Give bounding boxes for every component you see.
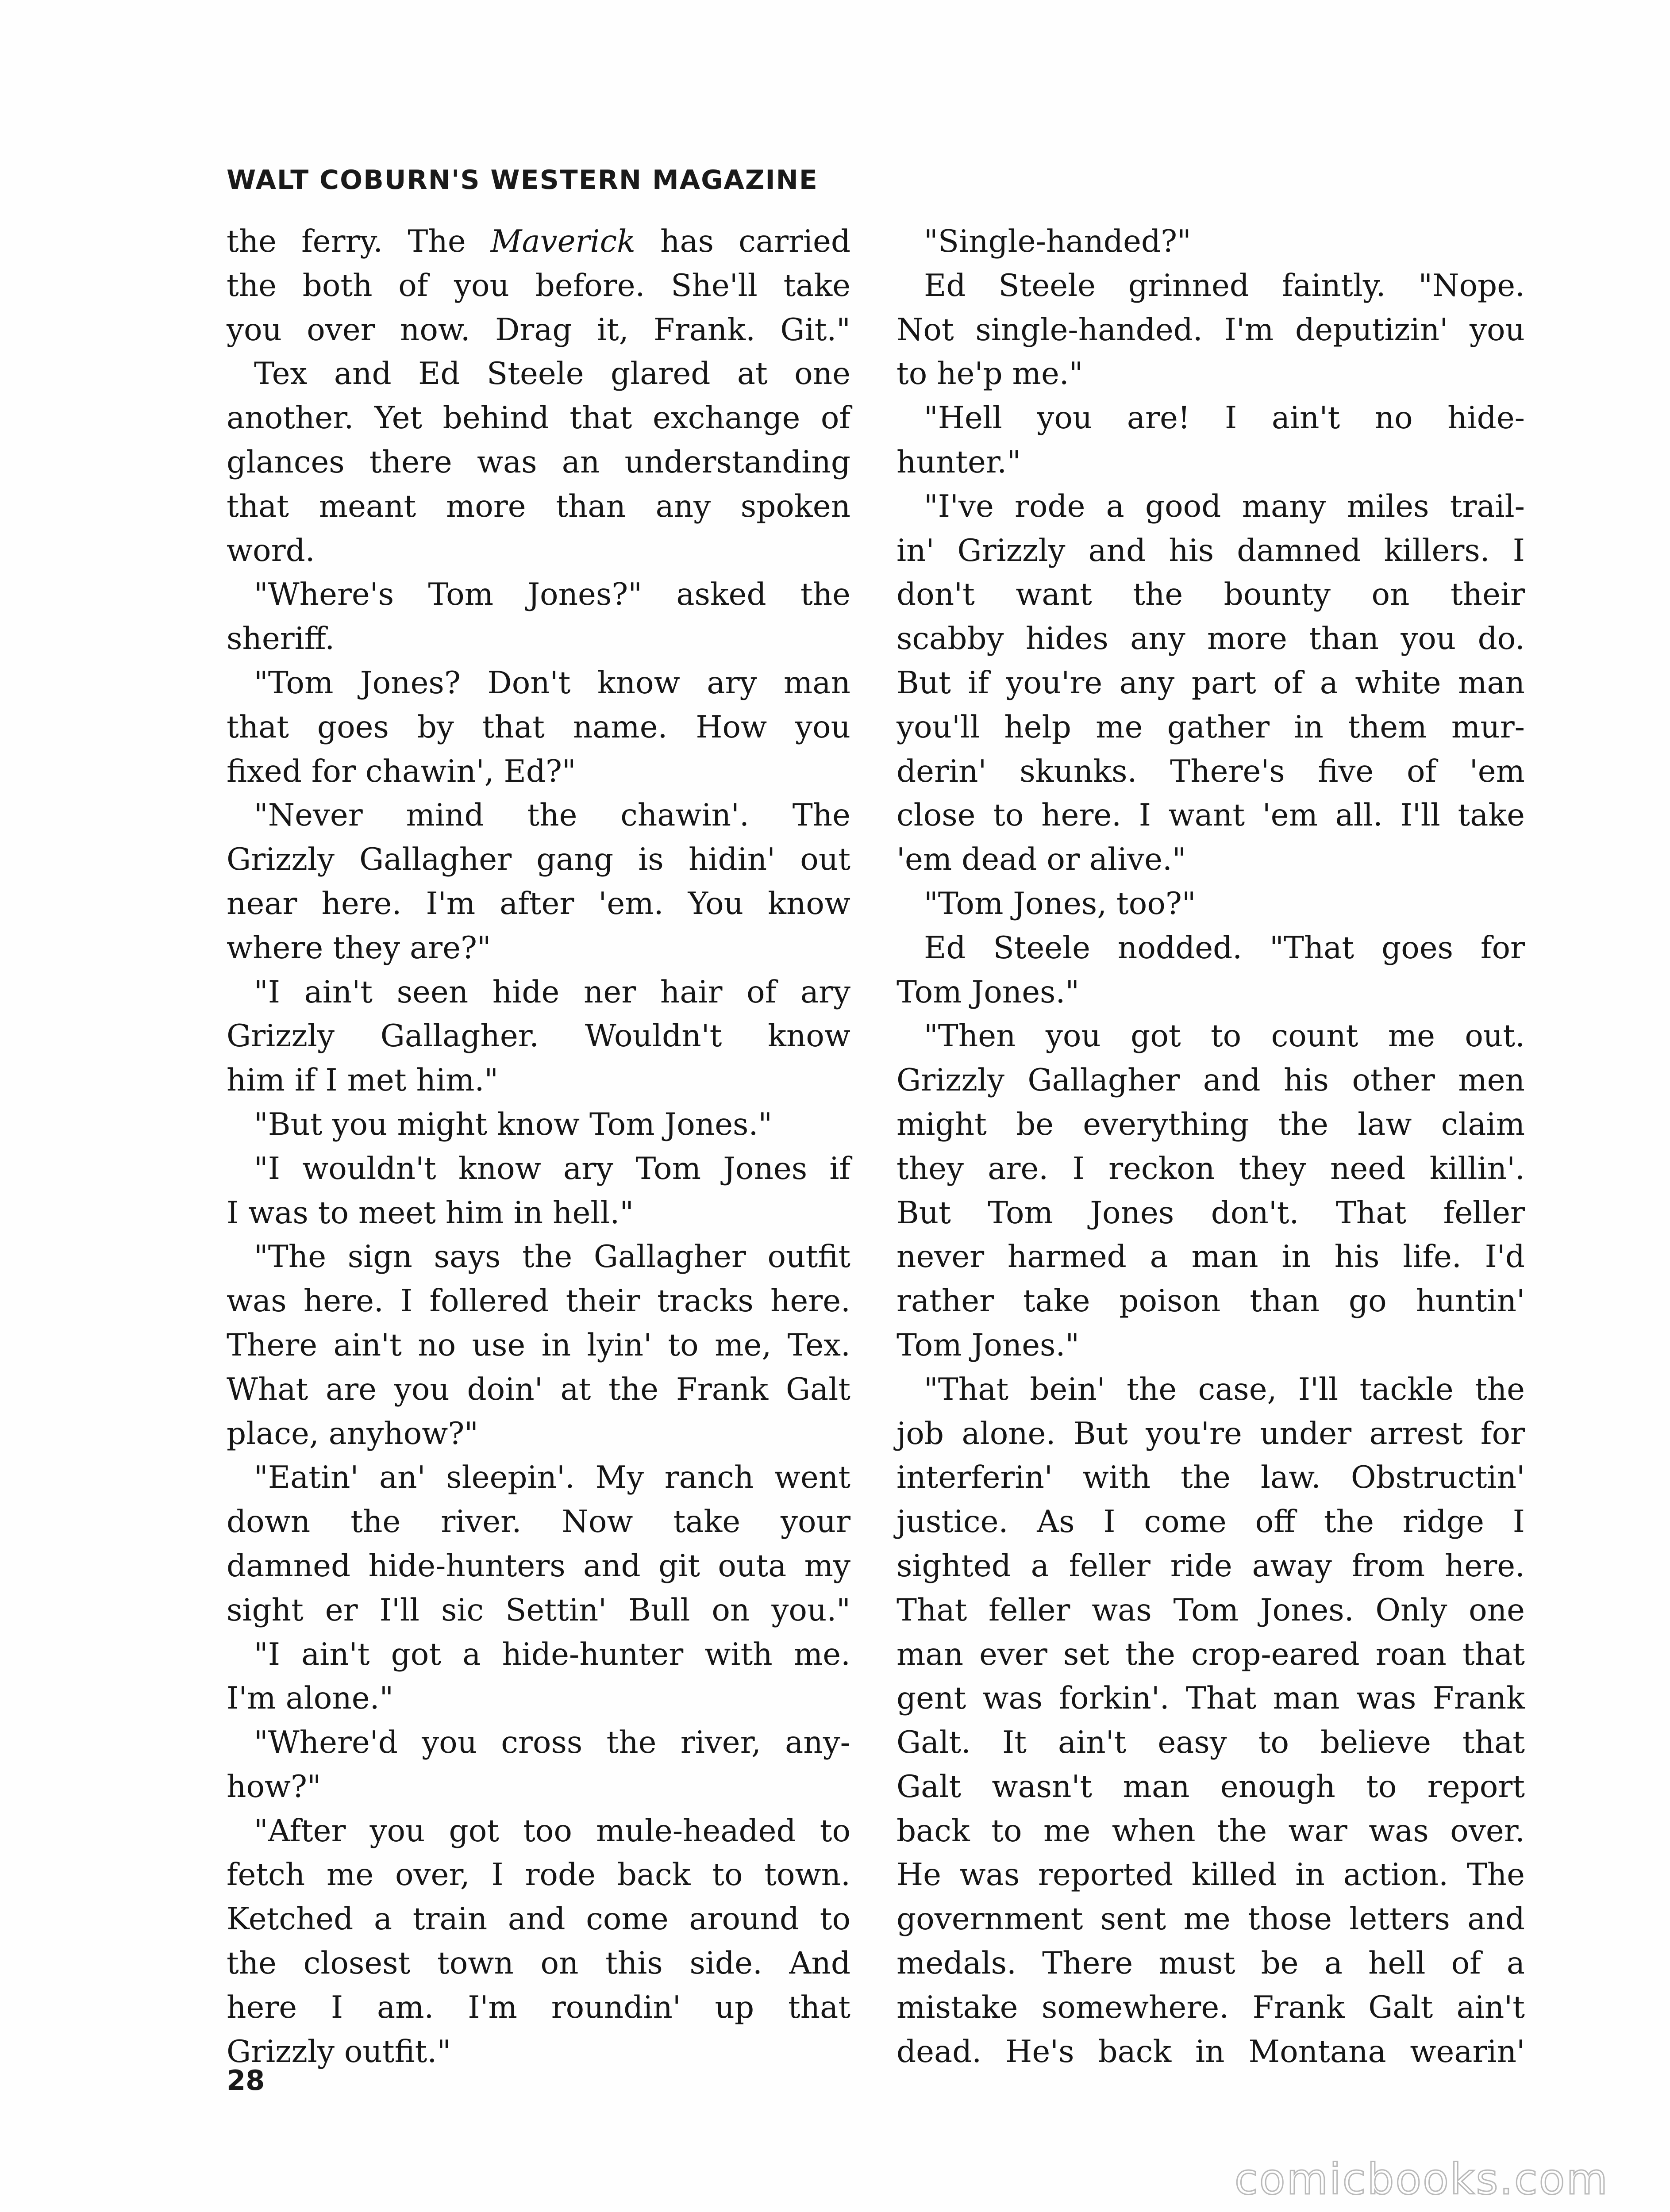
text-line: Galt. It ain't easy to believe that bbox=[897, 1725, 1525, 1761]
text-line: But if you're any part of a white man bbox=[897, 665, 1525, 701]
text-line: "I've rode a good many miles trail- bbox=[924, 488, 1525, 524]
text-line: that goes by that name. How you bbox=[227, 709, 850, 745]
text-line: "But you might know Tom Jones." bbox=[254, 1106, 773, 1142]
text-line: "Single-handed?" bbox=[924, 224, 1191, 259]
text-line: might be everything the law claim bbox=[897, 1106, 1525, 1142]
text-line: glances there was an understanding bbox=[227, 444, 850, 480]
right-text-column bbox=[897, 220, 1525, 2074]
text-line: Ed Steele nodded. "That goes for bbox=[924, 930, 1525, 966]
text-line: Grizzly Gallagher gang is hidin' out bbox=[227, 842, 850, 878]
text-line: here I am. I'm roundin' up that bbox=[227, 1989, 850, 2025]
text-line: Grizzly Gallagher and his other men bbox=[897, 1063, 1525, 1098]
text-line: "I wouldn't know ary Tom Jones if bbox=[254, 1151, 850, 1187]
text-line: another. Yet behind that exchange of bbox=[227, 400, 850, 436]
text-line: to he'p me." bbox=[897, 356, 1083, 392]
text-line: "Hell you are! I ain't no hide- bbox=[924, 400, 1525, 436]
page-number: 28 bbox=[227, 2064, 265, 2097]
text-line: how?" bbox=[227, 1769, 321, 1805]
text-line: Galt wasn't man enough to report bbox=[897, 1769, 1525, 1805]
text-line: the both of you before. She'll take bbox=[227, 268, 850, 303]
text-line: never harmed a man in his life. I'd bbox=[897, 1239, 1525, 1275]
text-line: But Tom Jones don't. That feller bbox=[897, 1195, 1525, 1231]
text-line: Ed Steele grinned faintly. "Nope. bbox=[924, 268, 1525, 303]
text-line: rather take poison than go huntin' bbox=[897, 1283, 1525, 1319]
text-line: Ketched a train and come around to bbox=[227, 1901, 850, 1937]
text-line: "Never mind the chawin'. The bbox=[254, 798, 850, 833]
watermark-logo: comicbooks.com bbox=[1235, 2154, 1609, 2204]
text-line: Grizzly Gallagher. Wouldn't know bbox=[227, 1018, 850, 1054]
text-line: gent was forkin'. That man was Frank bbox=[897, 1681, 1525, 1717]
text-line: interferin' with the law. Obstructin' bbox=[897, 1460, 1525, 1496]
text-line: down the river. Now take your bbox=[227, 1504, 850, 1540]
text-line: sight er I'll sic Settin' Bull on you." bbox=[227, 1592, 850, 1628]
text-line: you'll help me gather in them mur- bbox=[897, 709, 1525, 745]
text-line: fixed for chawin', Ed?" bbox=[227, 753, 576, 789]
text-line: "Then you got to count me out. bbox=[924, 1018, 1525, 1054]
text-line: Not single-handed. I'm deputizin' you bbox=[897, 312, 1525, 348]
text-line: Tom Jones." bbox=[897, 1327, 1080, 1363]
text-line: damned hide-hunters and git outa my bbox=[227, 1548, 850, 1584]
text-line: fetch me over, I rode back to town. bbox=[227, 1857, 850, 1893]
text-line: medals. There must be a hell of a bbox=[897, 1946, 1525, 1982]
text-line: "Tom Jones, too?" bbox=[924, 886, 1196, 922]
text-line: was here. I follered their tracks here. bbox=[227, 1283, 850, 1319]
text-line: sheriff. bbox=[227, 621, 335, 657]
text-line: you over now. Drag it, Frank. Git." bbox=[227, 312, 850, 348]
text-line: in' Grizzly and his damned killers. I bbox=[897, 533, 1525, 568]
text-line: dead. He's back in Montana wearin' bbox=[897, 2034, 1525, 2070]
text-line: Grizzly outfit." bbox=[227, 2034, 451, 2070]
text-line: the closest town on this side. And bbox=[227, 1946, 850, 1982]
text-line: the ferry. The Maverick has carried bbox=[227, 224, 850, 259]
text-line: 'em dead or alive." bbox=[897, 842, 1186, 878]
text-line: close to here. I want 'em all. I'll take bbox=[897, 798, 1525, 833]
text-line: derin' skunks. There's five of 'em bbox=[897, 753, 1525, 789]
text-line: "Where's Tom Jones?" asked the bbox=[254, 577, 850, 613]
text-line: don't want the bounty on their bbox=[897, 577, 1525, 613]
text-line: place, anyhow?" bbox=[227, 1416, 479, 1452]
text-line: justice. As I come off the ridge I bbox=[897, 1504, 1525, 1540]
text-line: "I ain't seen hide ner hair of ary bbox=[254, 974, 850, 1010]
text-line: What are you doin' at the Frank Galt bbox=[227, 1371, 850, 1407]
text-line: "I ain't got a hide-hunter with me. bbox=[254, 1636, 850, 1672]
text-line: "Where'd you cross the river, any- bbox=[254, 1725, 850, 1761]
text-line: Tex and Ed Steele glared at one bbox=[254, 356, 850, 392]
text-line: There ain't no use in lyin' to me, Tex. bbox=[227, 1327, 850, 1363]
left-text-column bbox=[227, 220, 850, 2074]
text-line: scabby hides any more than you do. bbox=[897, 621, 1525, 657]
text-line: sighted a feller ride away from here. bbox=[897, 1548, 1525, 1584]
text-line: back to me when the war was over. bbox=[897, 1813, 1525, 1849]
text-line: He was reported killed in action. The bbox=[897, 1857, 1525, 1893]
text-line: "Eatin' an' sleepin'. My ranch went bbox=[254, 1460, 850, 1496]
text-line: hunter." bbox=[897, 444, 1021, 480]
running-title: WALT COBURN'S WESTERN MAGAZINE bbox=[227, 165, 818, 196]
text-line: "Tom Jones? Don't know ary man bbox=[254, 665, 850, 701]
text-line: "The sign says the Gallagher outfit bbox=[254, 1239, 850, 1275]
text-line: near here. I'm after 'em. You know bbox=[227, 886, 850, 922]
text-line: "That bein' the case, I'll tackle the bbox=[924, 1371, 1525, 1407]
text-line: Tom Jones." bbox=[897, 974, 1080, 1010]
text-line: they are. I reckon they need killin'. bbox=[897, 1151, 1525, 1187]
text-line: mistake somewhere. Frank Galt ain't bbox=[897, 1989, 1525, 2025]
text-line: I was to meet him in hell." bbox=[227, 1195, 634, 1231]
text-line: word. bbox=[227, 533, 315, 568]
text-line: him if I met him." bbox=[227, 1063, 499, 1098]
text-line: where they are?" bbox=[227, 930, 491, 966]
text-line: I'm alone." bbox=[227, 1681, 394, 1717]
text-line: government sent me those letters and bbox=[897, 1901, 1525, 1937]
text-line: "After you got too mule-headed to bbox=[254, 1813, 850, 1849]
text-line: job alone. But you're under arrest for bbox=[897, 1416, 1525, 1452]
text-line: That feller was Tom Jones. Only one bbox=[897, 1592, 1525, 1628]
text-line: man ever set the crop-eared roan that bbox=[897, 1636, 1525, 1672]
text-line: that meant more than any spoken bbox=[227, 488, 850, 524]
